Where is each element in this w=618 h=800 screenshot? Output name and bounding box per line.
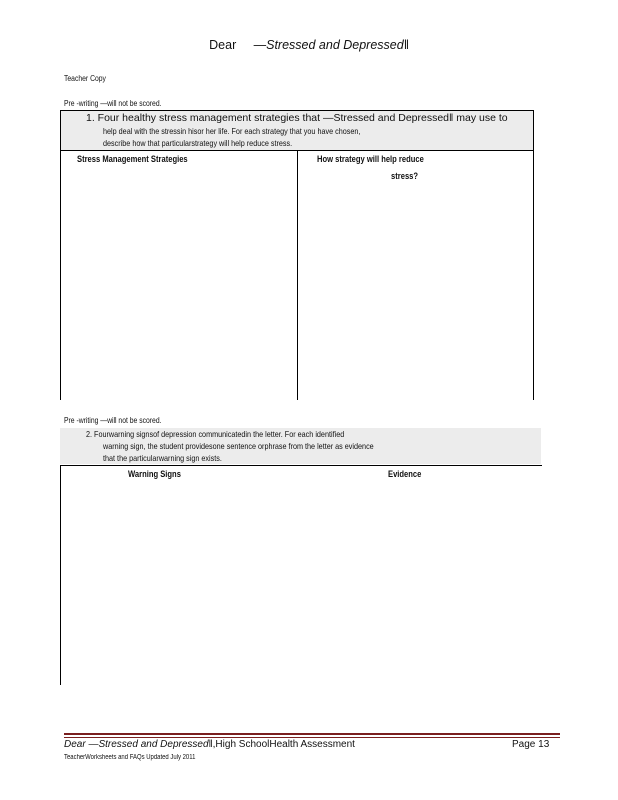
page-number: Page 13 (512, 739, 550, 750)
question-2-line-1: 2. Fourwarning signsof depression communicatedin the letter. For each identified (86, 429, 345, 439)
question-2-line-3: that the particularwarning sign exists. (103, 453, 222, 463)
warning-signs-column-header: Warning Signs (128, 469, 181, 480)
page-title (0, 38, 618, 52)
q1-column-divider (297, 150, 298, 400)
footer-subtitle: TeacherWorksheets and FAQs Updated July 2011 (64, 754, 196, 761)
question-2-line-2: warning sign, the student providesone sentence orphrase from the letter as evidence (103, 441, 374, 451)
footer-rule (64, 733, 560, 735)
question-1-line-2: help deal with the stressin hisor her life. For each strategy that you have chosen, (103, 126, 361, 136)
title-italic: —Stressed and Depressed‖ (253, 38, 409, 52)
question-1-line-3: describe how that particularstrategy will help reduce stress. (103, 138, 293, 148)
q1-left-border (60, 110, 61, 400)
q2-table-header-rule (60, 465, 542, 466)
strategies-column-header: Stress Management Strategies (77, 154, 188, 165)
q1-right-border (533, 110, 534, 400)
teacher-copy-label: Teacher Copy (64, 74, 106, 83)
q2-left-border (60, 465, 61, 685)
prewriting-note-1: Pre -writing —will not be scored. (64, 99, 162, 108)
footer-title (64, 739, 355, 750)
q1-top-border (60, 110, 534, 111)
how-strategy-helps-header: How strategy will help reduce (317, 154, 424, 165)
footer-title-plain: ,High SchoolHealth Assessment (212, 739, 355, 750)
question-1-line-1: 1. Four healthy stress management strategies that —Stressed and Depressed‖ may use to (86, 112, 508, 124)
footer-title-italic: Dear —Stressed and Depressed‖ (64, 739, 213, 750)
prewriting-note-2: Pre -writing —will not be scored. (64, 416, 162, 425)
title-prefix: Dear (209, 38, 237, 52)
how-strategy-helps-header-2: stress? (391, 171, 419, 182)
footer-rule-thin (64, 737, 560, 738)
evidence-column-header: Evidence (388, 469, 422, 480)
